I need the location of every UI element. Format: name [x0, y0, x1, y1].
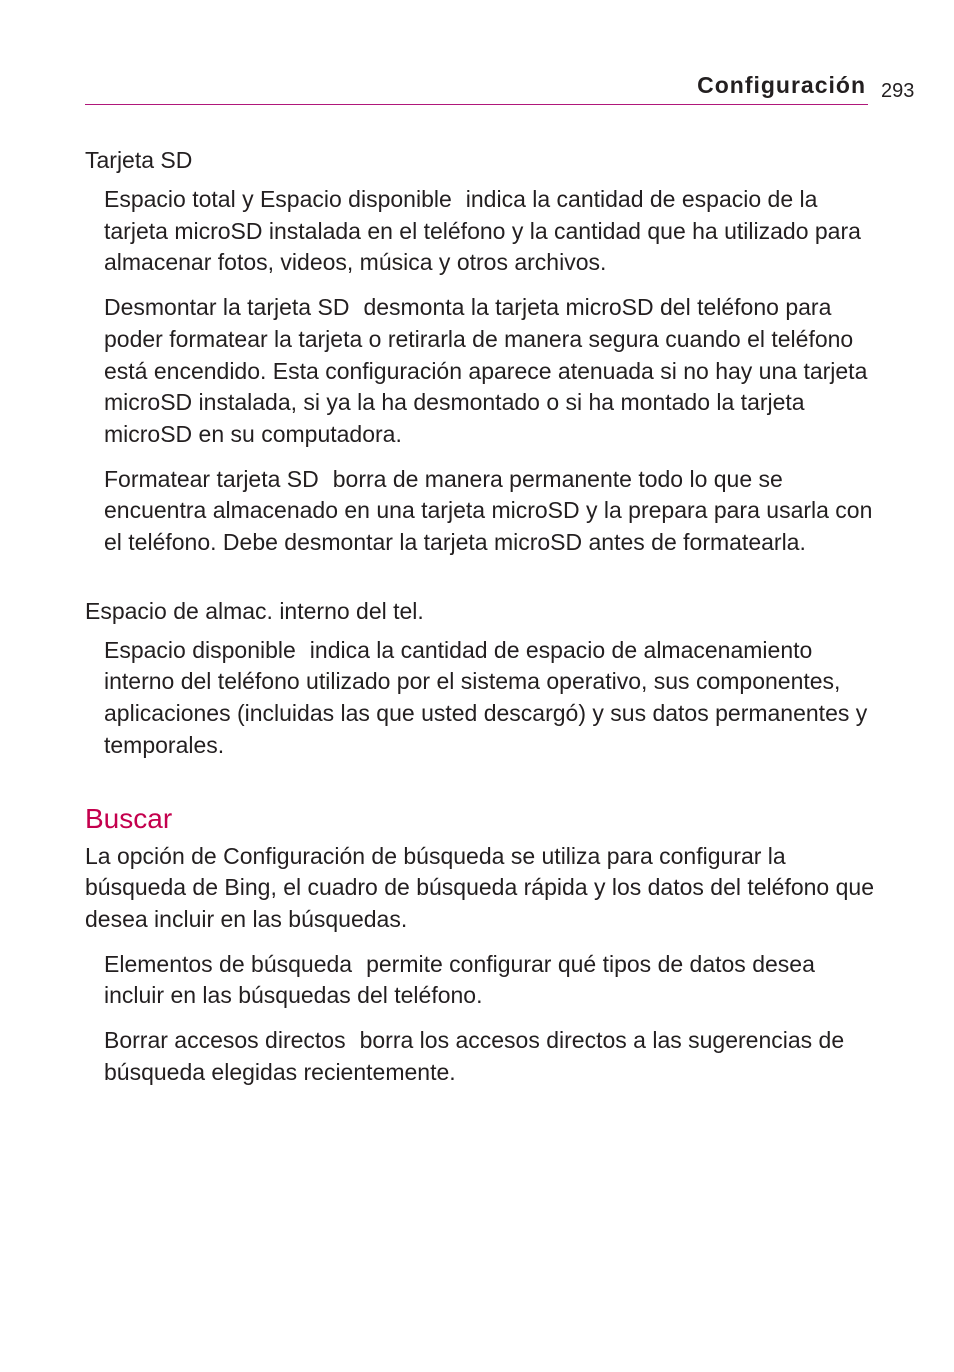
entry-term: Espacio total y Espacio disponible	[104, 186, 452, 212]
internal-storage-group	[85, 596, 875, 762]
entry-text: indica la cantidad de espacio de almacenamiento interno del teléfono utilizado por el sistema operativo, sus componentes, aplicaciones (incluidas las que usted descargó) y sus datos permanentes y temporales.	[104, 636, 868, 758]
entry-text: borra de manera permanente todo lo que se encuentra almacenado en una tarjeta microSD y la prepara para usarla con el teléfono. Debe desmontar la tarjeta microSD antes de formatearla.	[104, 465, 873, 556]
entry-total-space	[104, 176, 875, 279]
section-heading-search: Buscar	[85, 802, 173, 834]
sd-card-heading: Tarjeta SD	[85, 147, 193, 173]
sd-card-group	[85, 145, 875, 559]
section-intro: La opción de Configuración de búsqueda se utiliza para configurar la búsqueda de Bing, el cuadro de búsqueda rápida y los datos del teléfono que desea incluir en las búsquedas.	[85, 842, 874, 932]
entry-term: Desmontar la tarjeta SD	[104, 294, 350, 321]
entry-text: borra los accesos directos a las sugerencias de búsqueda elegidas recientemente.	[104, 1027, 845, 1085]
entry-available-space	[104, 627, 875, 762]
entry-text: indica la cantidad de espacio de la tarjeta microSD instalada en el teléfono y la cantidad que ha utilizado para almacenar fotos, videos, música y otros archivos.	[104, 186, 861, 276]
entry-text: desmonta la tarjeta microSD del teléfono para poder formatear la tarjeta o retirarla de manera segura cuando el teléfono está encendido. Esta configuración aparece atenuada si no hay una tarjeta microSD instalada, si ya la ha desmontado o si ha montado la tarjeta microSD en su computadora.	[104, 294, 868, 447]
entry-clear-shortcuts	[104, 1012, 875, 1088]
entry-term: Elementos de búsqueda	[104, 950, 353, 977]
entry-format-sd	[104, 451, 875, 559]
page-header	[85, 66, 868, 105]
entry-term: Formatear tarjeta SD	[104, 465, 319, 492]
internal-storage-heading: Espacio de almac. interno del tel.	[85, 597, 424, 624]
entry-term: Borrar accesos directos	[104, 1027, 346, 1054]
entry-search-items	[104, 936, 875, 1012]
search-section	[85, 801, 875, 1089]
entry-unmount-sd	[104, 279, 875, 451]
page-number: 293	[881, 80, 915, 102]
page-content	[85, 145, 875, 1088]
entry-text: permite configurar qué tipos de datos desea incluir en las búsquedas del teléfono.	[104, 950, 815, 1009]
chapter-title: Configuración	[697, 72, 866, 98]
entry-term: Espacio disponible	[104, 636, 296, 663]
